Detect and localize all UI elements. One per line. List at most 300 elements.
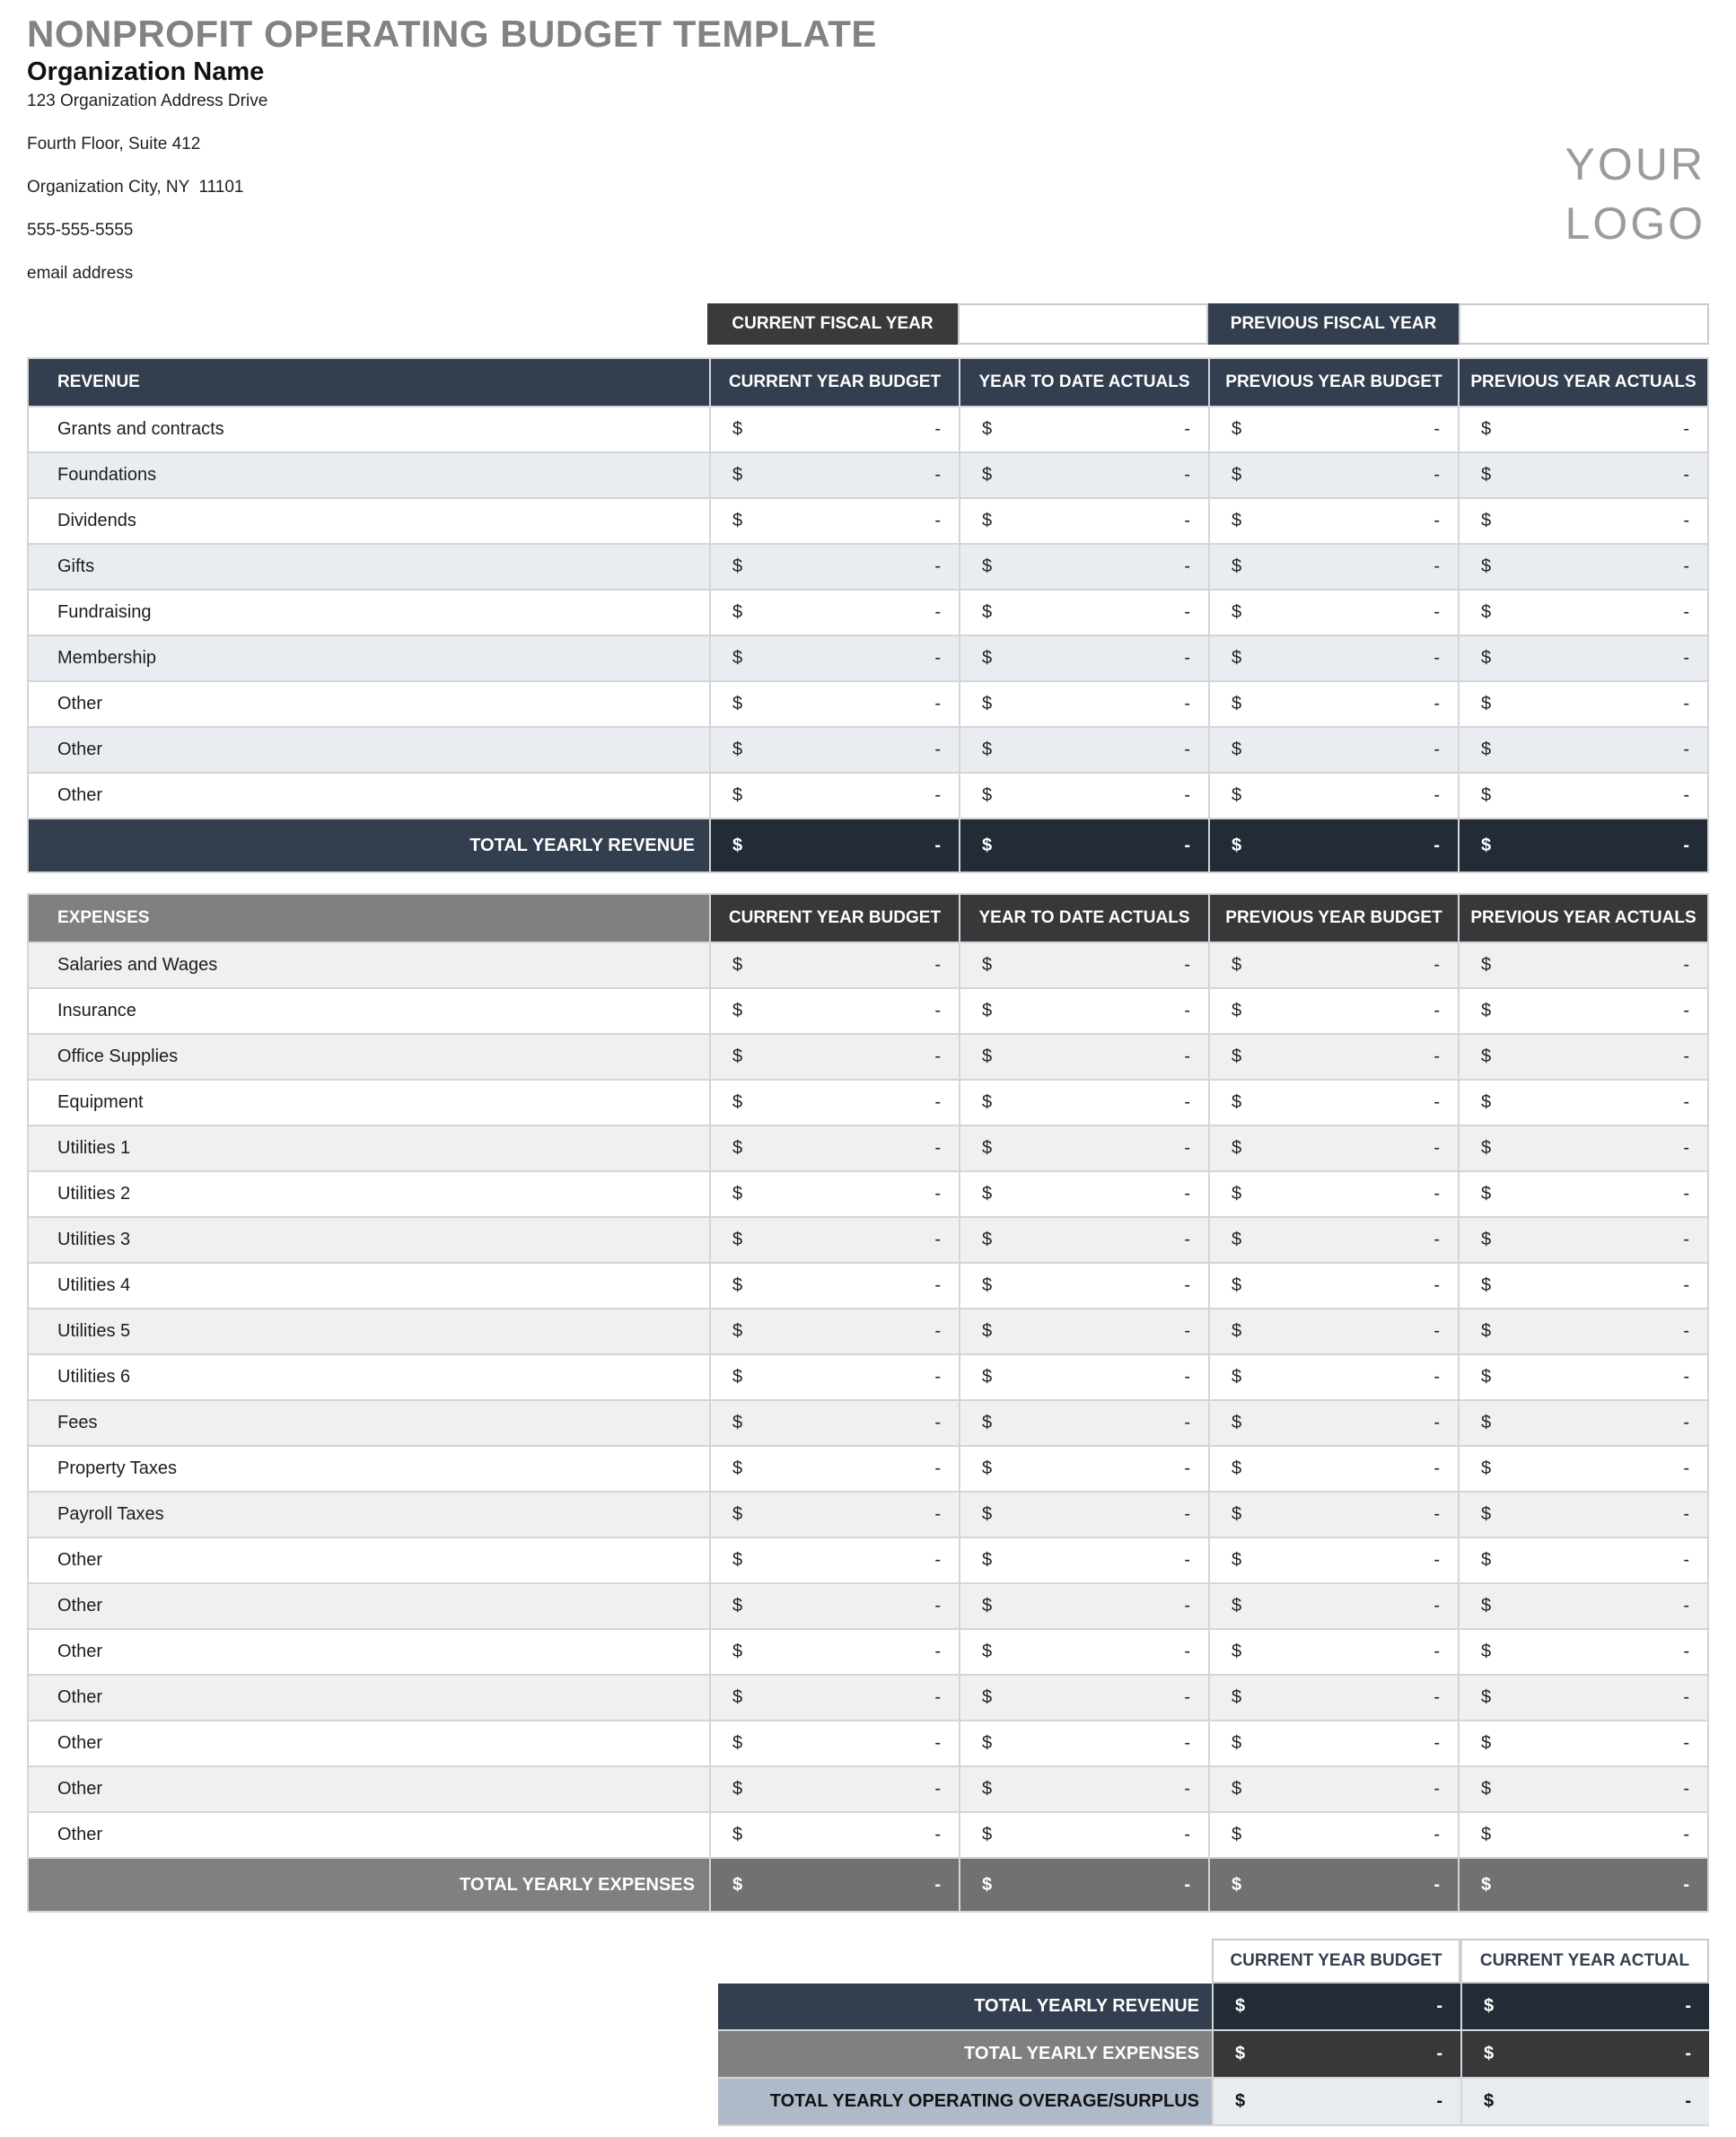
empty-amount: - <box>1434 1642 1440 1661</box>
row-label: Utilities 1 <box>29 1126 709 1170</box>
empty-amount: - <box>1683 1138 1689 1158</box>
value-cell-year-to-date-actuals[interactable] <box>959 636 1208 680</box>
row-label: Other <box>57 1642 103 1661</box>
value-cell-current-year-budget[interactable] <box>709 1767 959 1811</box>
empty-amount: - <box>934 602 941 622</box>
row-label: Utilities 6 <box>57 1367 131 1387</box>
currency-symbol: $ <box>732 1001 743 1020</box>
currency-symbol: $ <box>1232 1230 1242 1249</box>
value-cell-previous-year-budget[interactable] <box>1208 591 1458 635</box>
revenue-rows <box>29 407 1707 819</box>
row-label: Other <box>57 1733 103 1753</box>
empty-amount: - <box>1184 1367 1190 1387</box>
value-cell-current-year-budget[interactable] <box>709 1126 959 1170</box>
currency-symbol: $ <box>1232 1092 1242 1112</box>
empty-amount: - <box>934 1275 941 1295</box>
empty-amount: - <box>1434 835 1440 855</box>
value-cell-previous-year-actuals[interactable] <box>1458 1126 1707 1170</box>
value-cell-year-to-date-actuals[interactable] <box>959 1721 1208 1765</box>
currency-symbol: $ <box>732 1184 743 1204</box>
value-cell-current-year-budget[interactable] <box>709 1493 959 1537</box>
row-label: Utilities 2 <box>57 1184 131 1204</box>
currency-symbol: $ <box>982 556 993 576</box>
row-label: Other <box>29 1676 709 1720</box>
empty-amount: - <box>1184 1504 1190 1524</box>
row-label: Fees <box>29 1401 709 1445</box>
value-cell-previous-year-budget[interactable] <box>1208 499 1458 543</box>
value-cell-year-to-date-actuals[interactable] <box>959 682 1208 726</box>
value-cell-current-year-budget[interactable] <box>709 1172 959 1216</box>
currency-symbol: $ <box>732 1275 743 1295</box>
row-label: Dividends <box>57 511 136 530</box>
empty-amount: - <box>1683 1413 1689 1432</box>
value-cell-previous-year-actuals[interactable] <box>1458 1355 1707 1399</box>
currency-symbol: $ <box>982 694 993 714</box>
value-cell-current-year-budget[interactable] <box>709 1401 959 1445</box>
empty-amount: - <box>1434 1413 1440 1432</box>
currency-symbol: $ <box>732 1733 743 1753</box>
currency-symbol: $ <box>1481 419 1492 439</box>
current-fiscal-year-label: CURRENT FISCAL YEAR <box>707 303 958 345</box>
currency-symbol: $ <box>1232 1138 1242 1158</box>
empty-amount: - <box>1184 1596 1190 1616</box>
value-cell-current-year-budget[interactable] <box>709 1630 959 1674</box>
empty-amount: - <box>1434 556 1440 576</box>
value-cell-current-year-budget[interactable] <box>709 682 959 726</box>
value-cell-year-to-date-actuals[interactable] <box>959 1172 1208 1216</box>
currency-symbol: $ <box>732 1687 743 1707</box>
row-label: Utilities 4 <box>57 1275 131 1295</box>
value-cell-previous-year-budget[interactable] <box>1208 1081 1458 1125</box>
value-cell-year-to-date-actuals[interactable] <box>959 1264 1208 1308</box>
currency-symbol: $ <box>982 1504 993 1524</box>
empty-amount: - <box>1184 1230 1190 1249</box>
logo-placeholder <box>1565 135 1705 253</box>
value-cell-year-to-date-actuals[interactable] <box>959 1355 1208 1399</box>
table-row <box>29 1538 1707 1584</box>
currency-symbol: $ <box>982 1458 993 1478</box>
previous-fiscal-year-input[interactable] <box>1459 303 1709 345</box>
currency-symbol: $ <box>1481 1230 1492 1249</box>
value-cell-year-to-date-actuals[interactable] <box>959 1081 1208 1125</box>
currency-symbol: $ <box>1232 835 1242 855</box>
currency-symbol: $ <box>982 1138 993 1158</box>
empty-amount: - <box>1683 1874 1689 1895</box>
value-cell-current-year-budget[interactable] <box>709 1813 959 1857</box>
summary-total-expenses-row <box>718 2031 1709 2079</box>
currency-symbol: $ <box>732 1092 743 1112</box>
table-row <box>29 1218 1707 1264</box>
value-cell-previous-year-budget[interactable] <box>1208 1584 1458 1628</box>
value-cell-previous-year-budget[interactable] <box>1208 1630 1458 1674</box>
currency-symbol: $ <box>982 1001 993 1020</box>
value-cell-previous-year-actuals[interactable] <box>1458 989 1707 1033</box>
value-cell-year-to-date-actuals[interactable] <box>959 1035 1208 1079</box>
currency-symbol: $ <box>1481 1092 1492 1112</box>
currency-symbol: $ <box>1232 556 1242 576</box>
value-cell-current-year-budget[interactable] <box>709 1447 959 1491</box>
value-cell-year-to-date-actuals[interactable] <box>959 1309 1208 1353</box>
currency-symbol: $ <box>1232 1825 1242 1844</box>
currency-symbol: $ <box>1481 1458 1492 1478</box>
value-cell-current-year-budget[interactable] <box>709 545 959 589</box>
empty-amount: - <box>1683 419 1689 439</box>
empty-amount: - <box>1683 785 1689 805</box>
empty-amount: - <box>1683 1321 1689 1341</box>
total-yearly-revenue-row <box>29 819 1707 871</box>
summary-header-row <box>718 1939 1709 1984</box>
value-cell-previous-year-budget[interactable] <box>1208 453 1458 497</box>
row-label: Gifts <box>29 545 709 589</box>
summary-overage-surplus-label: TOTAL YEARLY OPERATING OVERAGE/SURPLUS <box>718 2079 1212 2126</box>
value-cell-previous-year-actuals[interactable] <box>1458 1447 1707 1491</box>
value-cell-previous-year-budget[interactable] <box>1208 1126 1458 1170</box>
total-value-cell <box>959 819 1208 871</box>
value-cell-current-year-budget[interactable] <box>709 1218 959 1262</box>
currency-symbol: $ <box>982 1367 993 1387</box>
value-cell-previous-year-actuals[interactable] <box>1458 1721 1707 1765</box>
currency-symbol: $ <box>982 511 993 530</box>
empty-amount: - <box>934 511 941 530</box>
currency-symbol: $ <box>982 1596 993 1616</box>
value-cell-previous-year-actuals[interactable] <box>1458 1676 1707 1720</box>
empty-amount: - <box>1683 1733 1689 1753</box>
currency-symbol: $ <box>732 1413 743 1432</box>
currency-symbol: $ <box>1232 1779 1242 1799</box>
value-cell-previous-year-actuals[interactable] <box>1458 407 1707 451</box>
value-cell-current-year-budget[interactable] <box>709 1538 959 1582</box>
currency-symbol: $ <box>982 1413 993 1432</box>
column-header-previous-year-actuals: PREVIOUS YEAR ACTUALS <box>1458 895 1707 942</box>
table-row <box>29 1767 1707 1813</box>
value-cell-previous-year-budget[interactable] <box>1208 1218 1458 1262</box>
value-cell-previous-year-budget[interactable] <box>1208 1172 1458 1216</box>
empty-amount: - <box>934 648 941 668</box>
total-value-cell <box>1458 1859 1707 1911</box>
value-cell-year-to-date-actuals[interactable] <box>959 1126 1208 1170</box>
value-cell-previous-year-actuals[interactable] <box>1458 636 1707 680</box>
table-row <box>29 1035 1707 1081</box>
value-cell-previous-year-budget[interactable] <box>1208 636 1458 680</box>
value-cell-previous-year-budget[interactable] <box>1208 1035 1458 1079</box>
value-cell-current-year-budget[interactable] <box>709 1355 959 1399</box>
currency-symbol: $ <box>1481 1733 1492 1753</box>
summary-value-cell <box>1212 2031 1460 2079</box>
value-cell-year-to-date-actuals[interactable] <box>959 1493 1208 1537</box>
value-cell-current-year-budget[interactable] <box>709 1035 959 1079</box>
empty-amount: - <box>934 1642 941 1661</box>
currency-symbol: $ <box>982 1733 993 1753</box>
row-label: Other <box>57 694 103 714</box>
value-cell-year-to-date-actuals[interactable] <box>959 728 1208 772</box>
value-cell-previous-year-budget[interactable] <box>1208 1493 1458 1537</box>
currency-symbol: $ <box>732 1596 743 1616</box>
value-cell-year-to-date-actuals[interactable] <box>959 943 1208 987</box>
total-yearly-expenses-row <box>29 1859 1707 1911</box>
currency-symbol: $ <box>732 1458 743 1478</box>
currency-symbol: $ <box>732 1642 743 1661</box>
value-cell-previous-year-budget[interactable] <box>1208 1721 1458 1765</box>
current-fiscal-year-input[interactable] <box>958 303 1208 345</box>
table-row <box>29 1813 1707 1859</box>
empty-amount: - <box>1434 1092 1440 1112</box>
table-row <box>29 728 1707 774</box>
empty-amount: - <box>934 1458 941 1478</box>
row-label: Salaries and Wages <box>29 943 709 987</box>
row-label: Grants and contracts <box>57 419 224 439</box>
currency-symbol: $ <box>1232 602 1242 622</box>
table-row <box>29 682 1707 728</box>
summary-value-cell <box>1460 2079 1709 2126</box>
value-cell-previous-year-actuals[interactable] <box>1458 943 1707 987</box>
value-cell-previous-year-budget[interactable] <box>1208 682 1458 726</box>
fiscal-row-spacer <box>27 303 707 345</box>
currency-symbol: $ <box>732 835 743 855</box>
value-cell-previous-year-budget[interactable] <box>1208 774 1458 818</box>
currency-symbol: $ <box>1481 465 1492 485</box>
empty-amount: - <box>1685 1996 1691 2016</box>
value-cell-previous-year-budget[interactable] <box>1208 943 1458 987</box>
value-cell-previous-year-actuals[interactable] <box>1458 1538 1707 1582</box>
value-cell-previous-year-budget[interactable] <box>1208 1447 1458 1491</box>
value-cell-current-year-budget[interactable] <box>709 591 959 635</box>
empty-amount: - <box>1434 602 1440 622</box>
value-cell-year-to-date-actuals[interactable] <box>959 407 1208 451</box>
empty-amount: - <box>1683 1550 1689 1570</box>
value-cell-previous-year-budget[interactable] <box>1208 728 1458 772</box>
value-cell-current-year-budget[interactable] <box>709 1584 959 1628</box>
value-cell-current-year-budget[interactable] <box>709 943 959 987</box>
value-cell-previous-year-budget[interactable] <box>1208 1309 1458 1353</box>
value-cell-previous-year-actuals[interactable] <box>1458 1035 1707 1079</box>
currency-symbol: $ <box>1232 465 1242 485</box>
row-label: Utilities 5 <box>29 1309 709 1353</box>
currency-symbol: $ <box>1232 1458 1242 1478</box>
empty-amount: - <box>1434 419 1440 439</box>
empty-amount: - <box>1184 419 1190 439</box>
currency-symbol: $ <box>732 1321 743 1341</box>
empty-amount: - <box>1683 465 1689 485</box>
total-value-cell <box>709 1859 959 1911</box>
currency-symbol: $ <box>1232 1733 1242 1753</box>
row-label: Fundraising <box>57 602 152 622</box>
value-cell-previous-year-actuals[interactable] <box>1458 453 1707 497</box>
row-label: Property Taxes <box>57 1458 178 1478</box>
empty-amount: - <box>1434 1458 1440 1478</box>
value-cell-current-year-budget[interactable] <box>709 636 959 680</box>
currency-symbol: $ <box>982 648 993 668</box>
empty-amount: - <box>1434 465 1440 485</box>
value-cell-previous-year-actuals[interactable] <box>1458 1218 1707 1262</box>
empty-amount: - <box>1683 1596 1689 1616</box>
empty-amount: - <box>1434 1550 1440 1570</box>
value-cell-previous-year-actuals[interactable] <box>1458 1630 1707 1674</box>
value-cell-year-to-date-actuals[interactable] <box>959 1584 1208 1628</box>
value-cell-year-to-date-actuals[interactable] <box>959 1447 1208 1491</box>
currency-symbol: $ <box>1481 1504 1492 1524</box>
empty-amount: - <box>1434 1184 1440 1204</box>
empty-amount: - <box>934 694 941 714</box>
value-cell-year-to-date-actuals[interactable] <box>959 545 1208 589</box>
value-cell-year-to-date-actuals[interactable] <box>959 1813 1208 1857</box>
empty-amount: - <box>1685 2091 1691 2111</box>
empty-amount: - <box>1683 1275 1689 1295</box>
currency-symbol: $ <box>982 1321 993 1341</box>
table-row <box>29 1493 1707 1538</box>
currency-symbol: $ <box>982 1874 993 1895</box>
value-cell-current-year-budget[interactable] <box>709 728 959 772</box>
empty-amount: - <box>1683 1047 1689 1066</box>
table-row <box>29 1264 1707 1309</box>
logo-text-line2: LOGO <box>1565 198 1705 249</box>
value-cell-current-year-budget[interactable] <box>709 1309 959 1353</box>
value-cell-year-to-date-actuals[interactable] <box>959 453 1208 497</box>
value-cell-previous-year-actuals[interactable] <box>1458 1493 1707 1537</box>
value-cell-current-year-budget[interactable] <box>709 774 959 818</box>
value-cell-current-year-budget[interactable] <box>709 1676 959 1720</box>
currency-symbol: $ <box>1232 1687 1242 1707</box>
value-cell-previous-year-budget[interactable] <box>1208 1676 1458 1720</box>
empty-amount: - <box>1436 2091 1442 2111</box>
currency-symbol: $ <box>732 1504 743 1524</box>
empty-amount: - <box>934 1596 941 1616</box>
revenue-section-header: REVENUE <box>29 359 709 406</box>
value-cell-year-to-date-actuals[interactable] <box>959 1676 1208 1720</box>
empty-amount: - <box>1683 556 1689 576</box>
value-cell-current-year-budget[interactable] <box>709 499 959 543</box>
value-cell-previous-year-actuals[interactable] <box>1458 682 1707 726</box>
value-cell-previous-year-actuals[interactable] <box>1458 1813 1707 1857</box>
currency-symbol: $ <box>1481 1874 1492 1895</box>
empty-amount: - <box>934 1733 941 1753</box>
value-cell-previous-year-actuals[interactable] <box>1458 1401 1707 1445</box>
empty-amount: - <box>934 1825 941 1844</box>
summary-value-cell <box>1212 1984 1460 2031</box>
value-cell-previous-year-actuals[interactable] <box>1458 1767 1707 1811</box>
value-cell-current-year-budget[interactable] <box>709 1721 959 1765</box>
value-cell-previous-year-actuals[interactable] <box>1458 1264 1707 1308</box>
empty-amount: - <box>1683 740 1689 759</box>
value-cell-current-year-budget[interactable] <box>709 1264 959 1308</box>
value-cell-previous-year-budget[interactable] <box>1208 1401 1458 1445</box>
table-row <box>29 1676 1707 1721</box>
currency-symbol: $ <box>1481 1413 1492 1432</box>
value-cell-previous-year-budget[interactable] <box>1208 1767 1458 1811</box>
currency-symbol: $ <box>982 1825 993 1844</box>
empty-amount: - <box>1184 556 1190 576</box>
summary-value-cell <box>1460 2031 1709 2079</box>
empty-amount: - <box>1683 1504 1689 1524</box>
empty-amount: - <box>1434 1047 1440 1066</box>
currency-symbol: $ <box>982 785 993 805</box>
empty-amount: - <box>1184 1321 1190 1341</box>
currency-symbol: $ <box>732 1367 743 1387</box>
table-row <box>29 499 1707 545</box>
value-cell-previous-year-budget[interactable] <box>1208 989 1458 1033</box>
value-cell-year-to-date-actuals[interactable] <box>959 1767 1208 1811</box>
summary-total-revenue-row <box>718 1984 1709 2031</box>
currency-symbol: $ <box>732 556 743 576</box>
value-cell-previous-year-budget[interactable] <box>1208 545 1458 589</box>
value-cell-current-year-budget[interactable] <box>709 989 959 1033</box>
currency-symbol: $ <box>1481 1138 1492 1158</box>
value-cell-previous-year-actuals[interactable] <box>1458 1081 1707 1125</box>
empty-amount: - <box>934 556 941 576</box>
value-cell-previous-year-budget[interactable] <box>1208 407 1458 451</box>
value-cell-year-to-date-actuals[interactable] <box>959 1538 1208 1582</box>
value-cell-previous-year-budget[interactable] <box>1208 1355 1458 1399</box>
currency-symbol: $ <box>1481 785 1492 805</box>
value-cell-year-to-date-actuals[interactable] <box>959 499 1208 543</box>
empty-amount: - <box>1683 955 1689 975</box>
total-value-cell <box>709 819 959 871</box>
value-cell-previous-year-actuals[interactable] <box>1458 774 1707 818</box>
value-cell-current-year-budget[interactable] <box>709 453 959 497</box>
value-cell-year-to-date-actuals[interactable] <box>959 989 1208 1033</box>
org-address-line2: Fourth Floor, Suite 412 <box>27 135 201 153</box>
value-cell-previous-year-actuals[interactable] <box>1458 499 1707 543</box>
empty-amount: - <box>1184 648 1190 668</box>
value-cell-year-to-date-actuals[interactable] <box>959 591 1208 635</box>
row-label: Utilities 3 <box>29 1218 709 1262</box>
empty-amount: - <box>1683 1092 1689 1112</box>
currency-symbol: $ <box>1481 1184 1492 1204</box>
empty-amount: - <box>1184 955 1190 975</box>
expenses-section-header: EXPENSES <box>29 895 709 942</box>
table-row <box>29 989 1707 1035</box>
currency-symbol: $ <box>982 955 993 975</box>
currency-symbol: $ <box>982 602 993 622</box>
empty-amount: - <box>934 1687 941 1707</box>
value-cell-previous-year-actuals[interactable] <box>1458 591 1707 635</box>
column-header-previous-year-actuals: PREVIOUS YEAR ACTUALS <box>1458 359 1707 406</box>
empty-amount: - <box>1184 1138 1190 1158</box>
currency-symbol: $ <box>982 1275 993 1295</box>
value-cell-previous-year-actuals[interactable] <box>1458 1309 1707 1353</box>
value-cell-previous-year-budget[interactable] <box>1208 1538 1458 1582</box>
currency-symbol: $ <box>1481 740 1492 759</box>
value-cell-current-year-budget[interactable] <box>709 1081 959 1125</box>
value-cell-previous-year-budget[interactable] <box>1208 1813 1458 1857</box>
empty-amount: - <box>934 1138 941 1158</box>
empty-amount: - <box>1434 1367 1440 1387</box>
currency-symbol: $ <box>732 1779 743 1799</box>
currency-symbol: $ <box>1232 1184 1242 1204</box>
empty-amount: - <box>1434 1275 1440 1295</box>
value-cell-previous-year-actuals[interactable] <box>1458 1172 1707 1216</box>
value-cell-previous-year-actuals[interactable] <box>1458 1584 1707 1628</box>
value-cell-year-to-date-actuals[interactable] <box>959 1401 1208 1445</box>
value-cell-previous-year-actuals[interactable] <box>1458 545 1707 589</box>
currency-symbol: $ <box>982 1092 993 1112</box>
empty-amount: - <box>934 740 941 759</box>
row-label: Office Supplies <box>29 1035 709 1079</box>
currency-symbol: $ <box>1481 1779 1492 1799</box>
value-cell-year-to-date-actuals[interactable] <box>959 1630 1208 1674</box>
value-cell-year-to-date-actuals[interactable] <box>959 1218 1208 1262</box>
empty-amount: - <box>1434 1504 1440 1524</box>
currency-symbol: $ <box>732 511 743 530</box>
empty-amount: - <box>1434 1321 1440 1341</box>
value-cell-previous-year-budget[interactable] <box>1208 1264 1458 1308</box>
currency-symbol: $ <box>732 602 743 622</box>
currency-symbol: $ <box>1481 1001 1492 1020</box>
value-cell-year-to-date-actuals[interactable] <box>959 774 1208 818</box>
currency-symbol: $ <box>1232 1275 1242 1295</box>
empty-amount: - <box>1434 1001 1440 1020</box>
value-cell-previous-year-actuals[interactable] <box>1458 728 1707 772</box>
value-cell-current-year-budget[interactable] <box>709 407 959 451</box>
